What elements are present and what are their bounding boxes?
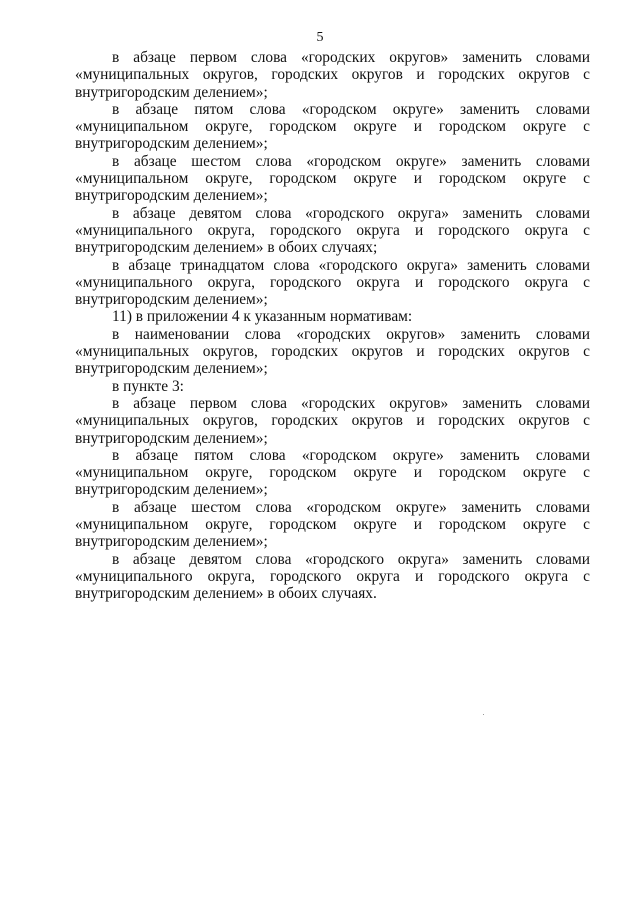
paragraph-1: в абзаце первом слова «городских округов» заменить словами «муниципальных округов, городских округов и городских округов с внутригородским делением»;	[75, 49, 590, 101]
paragraph-4: в абзаце девятом слова «городского округа» заменить словами «муниципального округа, городского округа и городского округа с внутригородским делением» в обоих случаях;	[75, 204, 590, 257]
paragraph-2: в абзаце пятом слова «городском округе» заменить словами «муниципальном округе, городском округе и городском округе с внутригородским делением»;	[75, 100, 590, 153]
paragraph-7: в наименовании слова «городских округов» заменить словами «муниципальных округов, городских округов и городских округов с внутригородским делением»;	[75, 325, 590, 378]
paragraph-10: в абзаце пятом слова «городском округе» заменить словами «муниципальном округе, городском округе и городском округе с внутригородским делением»;	[75, 446, 590, 499]
paragraph-9: в абзаце первом слова «городских округов» заменить словами «муниципальных округов, городских округов и городских округов с внутригородским делением»;	[75, 394, 590, 447]
paragraph-3: в абзаце шестом слова «городском округе» заменить словами «муниципальном округе, городском округе и городском округе с внутригородским делением»;	[75, 152, 590, 205]
paragraph-11: в абзаце шестом слова «городском округе» заменить словами «муниципальном округе, городском округе и городском округе с внутригородским делением»;	[75, 498, 590, 551]
scan-speck	[483, 714, 484, 715]
page-number: 5	[316, 30, 324, 45]
paragraph-8: в пункте 3:	[112, 377, 184, 395]
paragraph-6: 11) в приложении 4 к указанным нормативам:	[112, 308, 413, 326]
paragraph-5: в абзаце тринадцатом слова «городского округа» заменить словами «муниципального округа, городского округа и городского округа с внутригородским делением»;	[75, 256, 590, 309]
paragraph-12: в абзаце девятом слова «городского округа» заменить словами «муниципального округа, городского округа и городского округа с внутригородским делением» в обоих случаях.	[75, 550, 590, 603]
document-body	[75, 49, 590, 603]
